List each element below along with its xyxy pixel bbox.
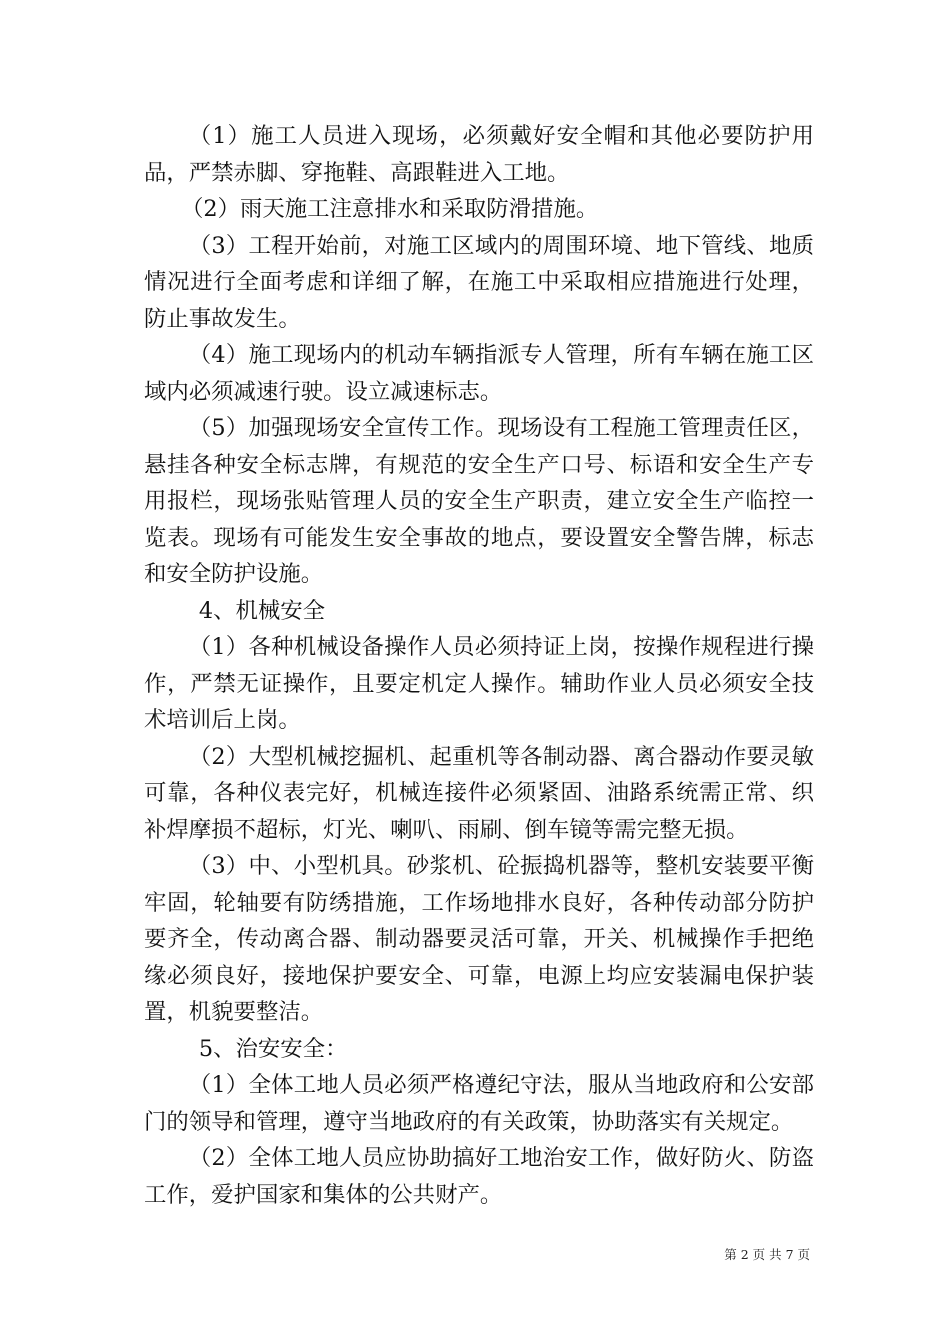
paragraph-law-compliance: （1）全体工地人员必须严格遵纪守法，服从当地政府和公安部门的领导和管理，遵守当地政府的有关政策，协助落实有关规定。 bbox=[144, 1072, 814, 1135]
paragraph-vehicle-management: （4）施工现场内的机动车辆指派专人管理，所有车辆在施工区域内必须减速行驶。设立减速标志。 bbox=[144, 342, 814, 405]
paragraph-safety-gear: （1）施工人员进入现场，必须戴好安全帽和其他必要防护用品，严禁赤脚、穿拖鞋、高跟鞋进入工地。 bbox=[144, 123, 814, 186]
section-heading-machinery-safety: 4、机械安全 bbox=[198, 597, 326, 624]
paragraph-site-security: （2）全体工地人员应协助搞好工地治安工作，做好防火、防盗工作，爱护国家和集体的公共财产。 bbox=[144, 1145, 814, 1208]
section-heading-public-security: 5、治安安全： bbox=[198, 1035, 348, 1062]
paragraph-rain-construction: （2）雨天施工注意排水和采取防滑措施。 bbox=[180, 196, 599, 222]
paragraph-large-machinery: （2）大型机械挖掘机、起重机等各制动器、离合器动作要灵敏可靠，各种仪表完好，机械连接件必须紧固、油路系统需正常、织补焊摩损不超标，灯光、喇叭、雨刷、倒车镜等需完整无损。 bbox=[144, 743, 814, 843]
paragraph-safety-publicity: （5）加强现场安全宣传工作。现场设有工程施工管理责任区，悬挂各种安全标志牌，有规范的安全生产口号、标语和安全生产专用报栏，现场张贴管理人员的安全生产职责，建立安全生产临控一览表。现场有可能发生安全事故的地点，要设置安全警告牌，标志和安全防护设施。 bbox=[144, 415, 814, 587]
paragraph-small-machinery: （3）中、小型机具。砂浆机、砼振捣机器等，整机安装要平衡牢固，轮轴要有防绣措施，工作场地排水良好，各种传动部分防护要齐全，传动离合器、制动器要灵活可靠，开关、机械操作手把绝缘必须良好，接地保护要安全、可靠，电源上均应安装漏电保护装置，机貌要整洁。 bbox=[144, 853, 814, 1025]
paragraph-operator-certification: （1）各种机械设备操作人员必须持证上岗，按操作规程进行操作，严禁无证操作，且要定机定人操作。辅助作业人员必须安全技术培训后上岗。 bbox=[144, 634, 814, 733]
page-number-footer: 第 2 页 共 7 页 bbox=[724, 1247, 810, 1262]
document-body bbox=[144, 118, 814, 1213]
paragraph-site-survey: （3）工程开始前，对施工区域内的周围环境、地下管线、地质情况进行全面考虑和详细了解，在施工中采取相应措施进行处理，防止事故发生。 bbox=[144, 232, 814, 332]
